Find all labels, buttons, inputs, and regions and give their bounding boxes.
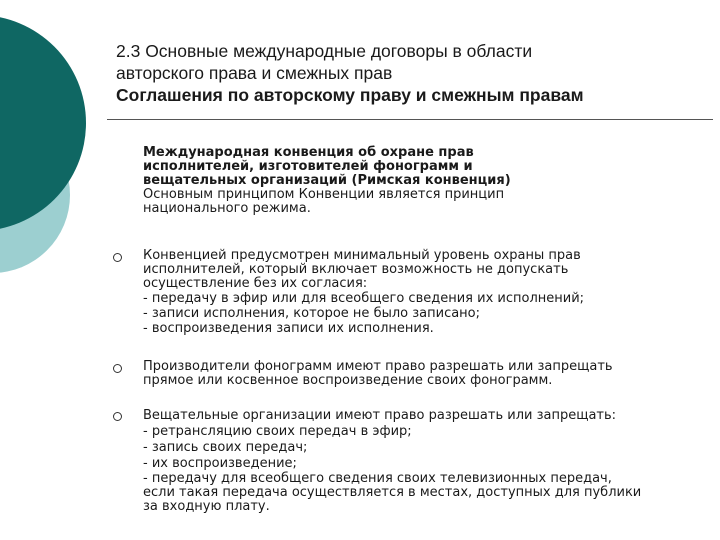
bullet-item-1 xyxy=(143,249,584,336)
bullet-line: Производители фонограмм имеют право разрешать или запрещать xyxy=(143,359,613,374)
bullet-item-2 xyxy=(143,360,613,388)
bullet-marker xyxy=(113,364,122,373)
title-line-1: 2.3 Основные международные договоры в области xyxy=(116,41,533,61)
bullet-line: исполнителей, который включает возможность не допускать xyxy=(143,262,569,277)
intro-heading-line: исполнителей, изготовителей фонограмм и xyxy=(143,159,473,174)
intro-text-line: Основным принципом Конвенции является принцип xyxy=(143,187,505,202)
title-line-2: авторского права и смежных прав xyxy=(116,63,393,83)
bullet-line: - запись своих передач; xyxy=(143,440,308,455)
bullet-line: осуществление без их согласия: xyxy=(143,276,368,291)
bullet-line: Конвенцией предусмотрен минимальный уровень охраны прав xyxy=(143,248,581,263)
title-line-3: Соглашения по авторскому праву и смежным правам xyxy=(116,85,584,105)
bullet-marker xyxy=(113,412,122,421)
bullet-line: - воспроизведения записи их исполнения. xyxy=(143,321,434,336)
bullet-line: Вещательные организации имеют право разрешать или запрещать: xyxy=(143,408,617,423)
decorative-circles xyxy=(0,0,110,300)
bullet-line: за входную плату. xyxy=(143,499,270,514)
intro-text-line: национального режима. xyxy=(143,201,311,216)
bullet-marker xyxy=(113,253,122,262)
dark-teal-circle xyxy=(0,15,86,231)
bullet-item-3 xyxy=(143,408,641,514)
bullet-line: - ретрансляцию своих передач в эфир; xyxy=(143,424,412,439)
intro-heading-line: Международная конвенция об охране прав xyxy=(143,145,474,160)
bullet-line: прямое или косвенное воспроизведение своих фонограмм. xyxy=(143,373,553,388)
intro-heading-line: вещательных организаций (Римская конвенция) xyxy=(143,173,511,188)
bullet-line: - их воспроизведение; xyxy=(143,456,297,471)
intro-block xyxy=(143,146,511,216)
bullet-line: - передачу в эфир или для всеобщего сведения их исполнений; xyxy=(143,291,585,306)
bullet-line: - записи исполнения, которое не было записано; xyxy=(143,306,481,321)
bullet-line: если такая передача осуществляется в местах, доступных для публики xyxy=(143,485,642,500)
bullet-line: - передачу для всеобщего сведения своих телевизионных передач, xyxy=(143,471,612,486)
slide-title xyxy=(116,40,706,106)
title-divider xyxy=(107,119,713,120)
